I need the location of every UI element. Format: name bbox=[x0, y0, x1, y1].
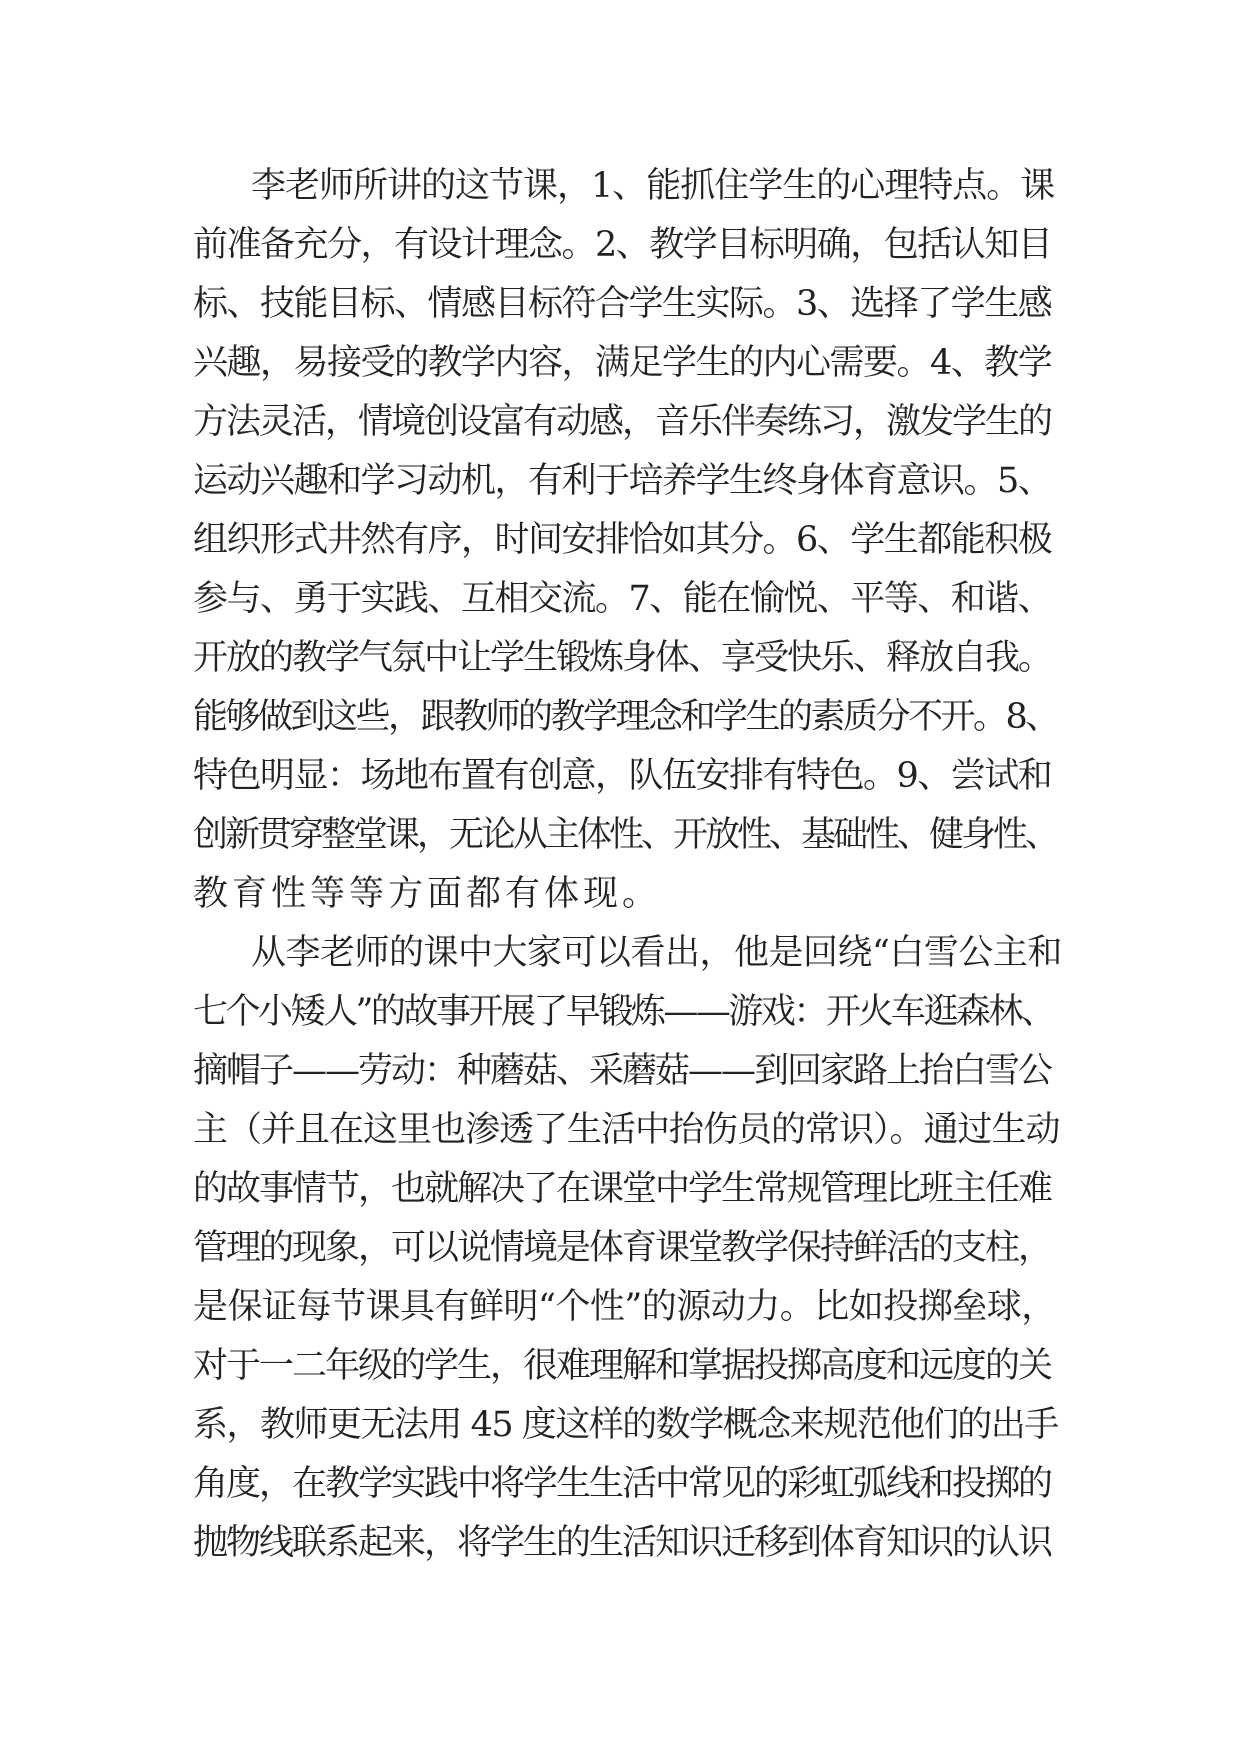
text-line: 参与、勇于实践、互相交流。7、能在愉悦、平等、和谐、 bbox=[193, 579, 1052, 619]
text-line: 创新贯穿整堂课，无论从主体性、开放性、基础性、健身性、 bbox=[193, 815, 1058, 855]
text-line: 对于一二年级的学生，很难理解和掌据投掷高度和远度的关 bbox=[193, 1346, 1052, 1386]
text-line: 摘帽子——劳动：种蘑菇、采蘑菇——到回家路上抬白雪公 bbox=[193, 1051, 1052, 1091]
text-line: 从李老师的课中大家可以看出，他是回绕“白雪公主和 bbox=[251, 933, 1062, 973]
text-line: 方法灵活，情境创设富有动感，音乐伴奏练习，激发学生的 bbox=[193, 402, 1052, 442]
text-line: 角度，在教学实践中将学生生活中常见的彩虹弧线和投掷的 bbox=[193, 1464, 1052, 1504]
text-line: 管理的现象，可以说情境是体育课堂教学保持鲜活的支柱， bbox=[193, 1228, 1052, 1268]
text-line: 主（并且在这里也渗透了生活中抬伤员的常识）。通过生动 bbox=[193, 1110, 1060, 1150]
text-line: 标、技能目标、情感目标符合学生实际。3、选择了学生感 bbox=[193, 284, 1052, 324]
text-line: 七个小矮人”的故事开展了早锻炼——游戏：开火车逛森林、 bbox=[193, 992, 1054, 1032]
text-line: 的故事情节，也就解决了在课堂中学生常规管理比班主任难 bbox=[193, 1169, 1052, 1209]
text-line: 特色明显：场地布置有创意，队伍安排有特色。9、尝试和 bbox=[193, 756, 1052, 796]
text-line: 前准备充分，有设计理念。2、教学目标明确，包括认知目 bbox=[193, 225, 1052, 265]
body-text bbox=[193, 157, 1062, 1573]
text-line: 开放的教学气氛中让学生锻炼身体、享受快乐、释放自我。 bbox=[193, 638, 1052, 678]
text-line: 是保证每节课具有鲜明“个性”的源动力。比如投掷垒球， bbox=[193, 1287, 1056, 1327]
paragraph-2 bbox=[193, 924, 1062, 1573]
text-line: 兴趣，易接受的教学内容，满足学生的内心需要。4、教学 bbox=[193, 343, 1052, 383]
text-line: 能够做到这些，跟教师的教学理念和学生的素质分不开。8、 bbox=[193, 697, 1058, 737]
text-line: 抛物线联系起来，将学生的生活知识迁移到体育知识的认识 bbox=[193, 1523, 1052, 1563]
paragraph-1 bbox=[193, 157, 1058, 924]
text-line: 教育性等等方面都有体现。 bbox=[193, 874, 662, 914]
text-line: 系，教师更无法用 45 度这样的数学概念来规范他们的出手 bbox=[193, 1405, 1058, 1445]
text-line: 运动兴趣和学习动机，有利于培养学生终身体育意识。5、 bbox=[193, 461, 1052, 501]
text-line: 李老师所讲的这节课，1、能抓住学生的心理特点。课 bbox=[251, 166, 1055, 206]
text-line: 组织形式井然有序，时间安排恰如其分。6、学生都能积极 bbox=[193, 520, 1052, 560]
